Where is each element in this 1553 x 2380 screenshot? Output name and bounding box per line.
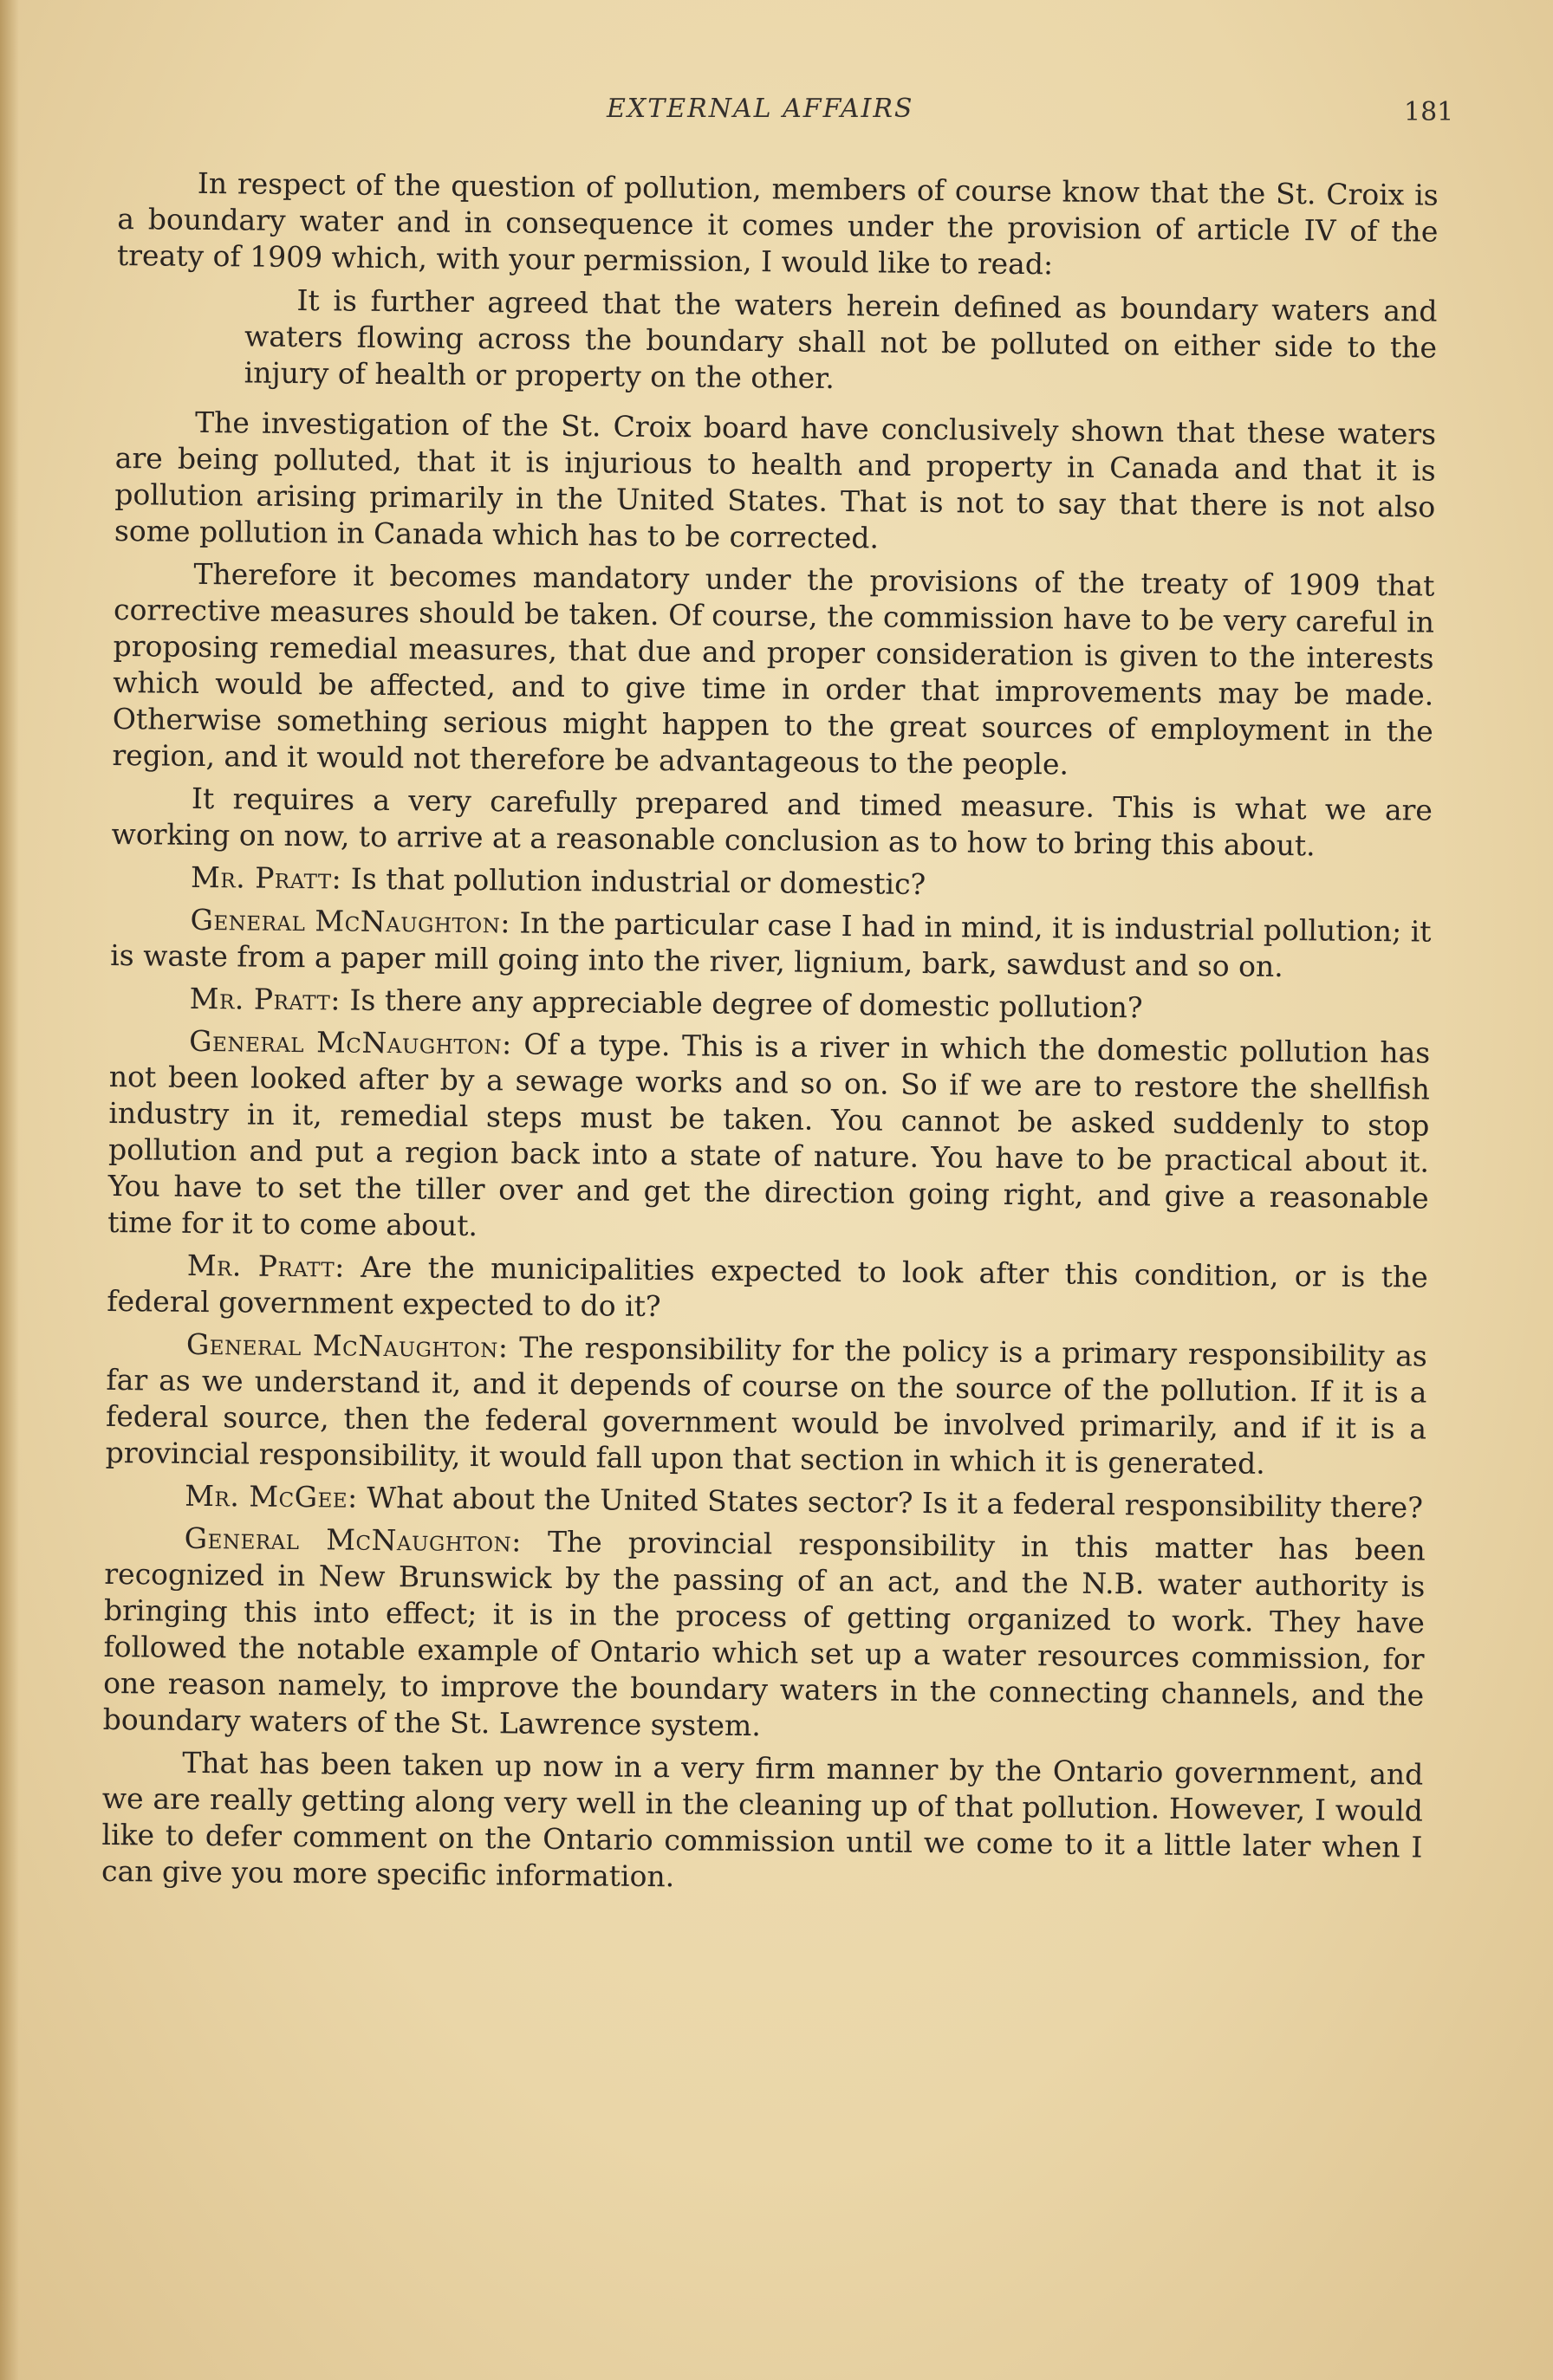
page-header (0, 94, 1553, 137)
speaker-name: General McNaughton: (190, 902, 511, 940)
running-head: EXTERNAL AFFAIRS (607, 94, 914, 124)
paragraph-text: The responsibility for the policy is a primary responsibility as far as we understand it, and it depends of course on the source of the pollution. If it is a federal source, then the federal government would be involved primarily, and if it is a provincial responsibility, it would fall upon that section in which it is generated. (105, 1330, 1428, 1481)
paragraph (101, 1744, 1424, 1903)
paragraph-text: That has been taken up now in a very firm manner by the Ontario government, and we are really getting along very well in the cleaning up of that pollution. However, I would like to defer comment on the Ontario commission until we come to it a little later when I can give you more specific information. (101, 1745, 1424, 1894)
paragraph (103, 1520, 1426, 1751)
paragraph (105, 1477, 1426, 1527)
page-number: 181 (1404, 97, 1454, 127)
paragraph (106, 1326, 1428, 1484)
paragraph-text: Therefore it becomes mandatory under the provisions of the treaty of 1909 that corrective measures should be taken. Of course, the commission have to be very careful in proposing remedial measures, that due and proper consideration is given to the interests which would be affected, and to give time in order that improvements may be made. Otherwise something serious might happen to the great sources of employment in the region, and it would not therefore be advantageous to the people. (112, 556, 1435, 781)
paragraph (114, 404, 1437, 562)
paragraph-text: Are the municipalities expected to look after this condition, or is the federal government expected to do it? (107, 1249, 1428, 1324)
paragraph-text: What about the United States sector? Is it a federal responsibility there? (367, 1480, 1424, 1525)
paragraph-text: In respect of the question of pollution, members of course know that the St. Croix is a boundary water and in consequence it comes under the provision of article IV of the treaty of 1909 which, with your permission, I would like to read: (116, 165, 1439, 282)
paragraph (110, 901, 1432, 987)
body-text (101, 165, 1439, 1909)
paragraph (111, 859, 1432, 908)
paragraph-text: The provincial responsibility in this matter has been recognized in New Brunswick by the passing of an act, and the N.B. water authority is bringing this into effect; it is in the process of getting organized to work. They have followed the notable example of Ontario which set up a water resources commission, for one reason namely, to improve the boundary waters in the connecting channels, and the boundary waters of the St. Lawrence system. (102, 1524, 1426, 1743)
speaker-name: Mr. Pratt: (190, 859, 342, 896)
quote-text: It is further agreed that the waters herein defined as boundary waters and waters flowing across the boundary shall not be polluted on either side to the injury of health or property on the other. (244, 282, 1438, 395)
paragraph-text: Is there any appreciable degree of domestic pollution? (349, 982, 1143, 1025)
paragraph (112, 555, 1434, 787)
speaker-name: General McNaughton: (189, 1023, 512, 1061)
block-quote (244, 282, 1437, 402)
paragraph-text: Of a type. This is a river in which the domestic pollution has not been looked after by a sewage works and so on. So if we are to restore the shellfish industry in it, remedial steps must be taken. You cannot be asked suddenly to stop pollution and put a region back into a state of nature. You have to be practical about it. You have to set the tiller over and get the direction going right, and give a reasonable time for it to come about. (107, 1027, 1431, 1243)
paragraph-text: In the particular case I had in mind, it is industrial pollution; it is waste from a paper mill going into the river, lignium, bark, sawdust and so on. (110, 905, 1432, 983)
speaker-name: General McNaughton: (185, 1326, 509, 1365)
page-edge-shadow (0, 0, 19, 2380)
paragraph (107, 1247, 1428, 1333)
speaker-name: Mr. McGee: (185, 1478, 358, 1514)
paragraph-text: It requires a very carefully prepared and timed measure. This is what we are working on now, to arrive at a reasonable conclusion as to how to bring this about. (111, 781, 1433, 863)
paragraph (117, 165, 1439, 287)
speaker-name: Mr. Pratt: (189, 981, 341, 1017)
paragraph-text: Is that pollution industrial or domestic? (350, 861, 926, 901)
speaker-name: Mr. Pratt: (186, 1248, 346, 1284)
speaker-name: General McNaughton: (184, 1521, 522, 1559)
paragraph-text: The investigation of the St. Croix board have conclusively shown that these waters are being polluted, that it is injurious to health and property in Canada and that it is pollution arising primarily in the United States. That is not to say that there is not also some pollution in Canada which has to be corrected. (114, 405, 1437, 555)
paragraph (107, 1022, 1430, 1254)
paragraph (110, 980, 1431, 1029)
paragraph (111, 780, 1433, 866)
